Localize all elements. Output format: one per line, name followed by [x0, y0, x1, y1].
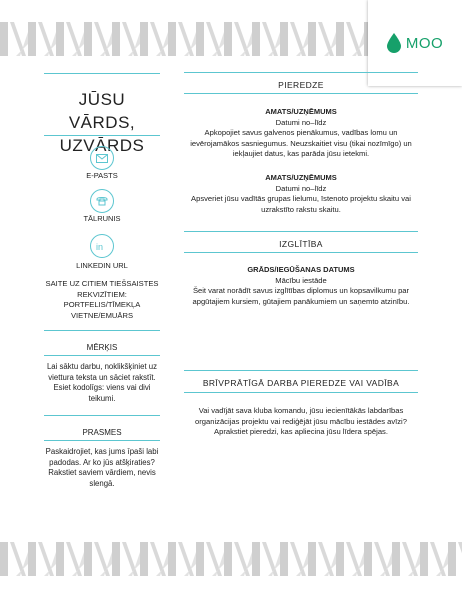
volunteer-description: Vai vadījāt sava kluba komandu, jūsu iecienītākās labdarības organizācijas projektu vai rediģējāt jūsu mācību iestādes avīzi? Aprakstiet pieredzi, kas apliecina jūsu līdera spējas. — [195, 406, 407, 436]
email-label: E-PASTS — [86, 171, 118, 180]
divider — [44, 330, 160, 331]
divider — [44, 135, 160, 136]
logo-text: MOO — [405, 34, 444, 52]
name-line-2: UZVĀRDS — [59, 136, 145, 155]
bottom-pattern-band — [0, 542, 462, 576]
phone-label: TĀLRUNIS — [83, 214, 121, 223]
name-line-1: JŪSU VĀRDS, — [68, 90, 136, 132]
objective-text: Lai sāktu darbu, noklikšķiniet uz viettura teksta un sāciet rakstīt. Esiet kodolīgs: viens vai divi teikumi. — [46, 362, 158, 403]
moo-logo — [368, 0, 462, 86]
volunteer-heading: BRĪVPRĀTĪGĀ DARBA PIEREDZE VAI VADĪBA — [202, 378, 400, 388]
experience-heading: PIEREDZE — [278, 80, 324, 90]
divider — [44, 73, 160, 74]
divider — [184, 93, 418, 94]
divider — [44, 415, 160, 416]
linkedin-icon — [90, 234, 114, 258]
education-heading: IZGLĪTĪBA — [279, 239, 323, 249]
divider — [44, 355, 160, 356]
education-description: Šeit varat norādīt savus izglītības diplomus un kopsavilkumu par apgūtajiem kursiem, gūtajiem panākumiem un saņemto atzinību. — [192, 286, 410, 306]
experience-item — [184, 173, 418, 215]
education-item — [184, 265, 418, 307]
skills-heading: PRASMES — [82, 428, 122, 437]
phone-icon — [90, 189, 114, 213]
divider — [184, 72, 418, 73]
objective-heading: MĒRĶIS — [86, 343, 118, 352]
divider — [184, 252, 418, 253]
divider — [184, 392, 418, 393]
degree-title: GRĀDS/IEGŪŠANAS DATUMS — [247, 265, 355, 274]
divider — [184, 231, 418, 232]
online-links: SAITE UZ CITIEM TIEŠSAISTES REKVIZĪTIEM: PORTFELIS/TĪMEKĻA VIETNE/EMUĀRS — [45, 279, 159, 320]
divider — [184, 370, 418, 371]
job-title: AMATS/UZŅĒMUMS — [265, 107, 337, 116]
email-icon — [90, 146, 114, 170]
divider — [44, 440, 160, 441]
job-description: Apkopojiet savus galvenos pienākumus, vadības lomu un ievērojamākos sasniegumus. Neuzskaitiet visu (tikai nozīmīgo) un iekļaujiet datus, kas parāda jūsu ietekmi. — [190, 128, 412, 158]
zigzag-pattern — [0, 542, 462, 576]
experience-item — [184, 107, 418, 160]
svg-text:in: in — [96, 242, 104, 251]
job-dates: Datumi no–līdz — [275, 117, 327, 127]
drop-icon — [387, 33, 401, 53]
skills-text: Paskaidrojiet, kas jums īpaši labi padodas. Ar ko jūs atšķiraties? Rakstiet saviem vārdiem, nevis slengā. — [45, 447, 159, 488]
linkedin-label: LINKEDIN URL — [76, 261, 128, 270]
job-dates: Datumi no–līdz — [275, 183, 327, 193]
job-description: Apsveriet jūsu vadītās grupas lielumu, īstenoto projektu skaitu vai uzrakstīto rakstu skaitu. — [191, 194, 411, 214]
school-name: Mācību iestāde — [275, 275, 327, 285]
job-title: AMATS/UZŅĒMUMS — [265, 173, 337, 182]
